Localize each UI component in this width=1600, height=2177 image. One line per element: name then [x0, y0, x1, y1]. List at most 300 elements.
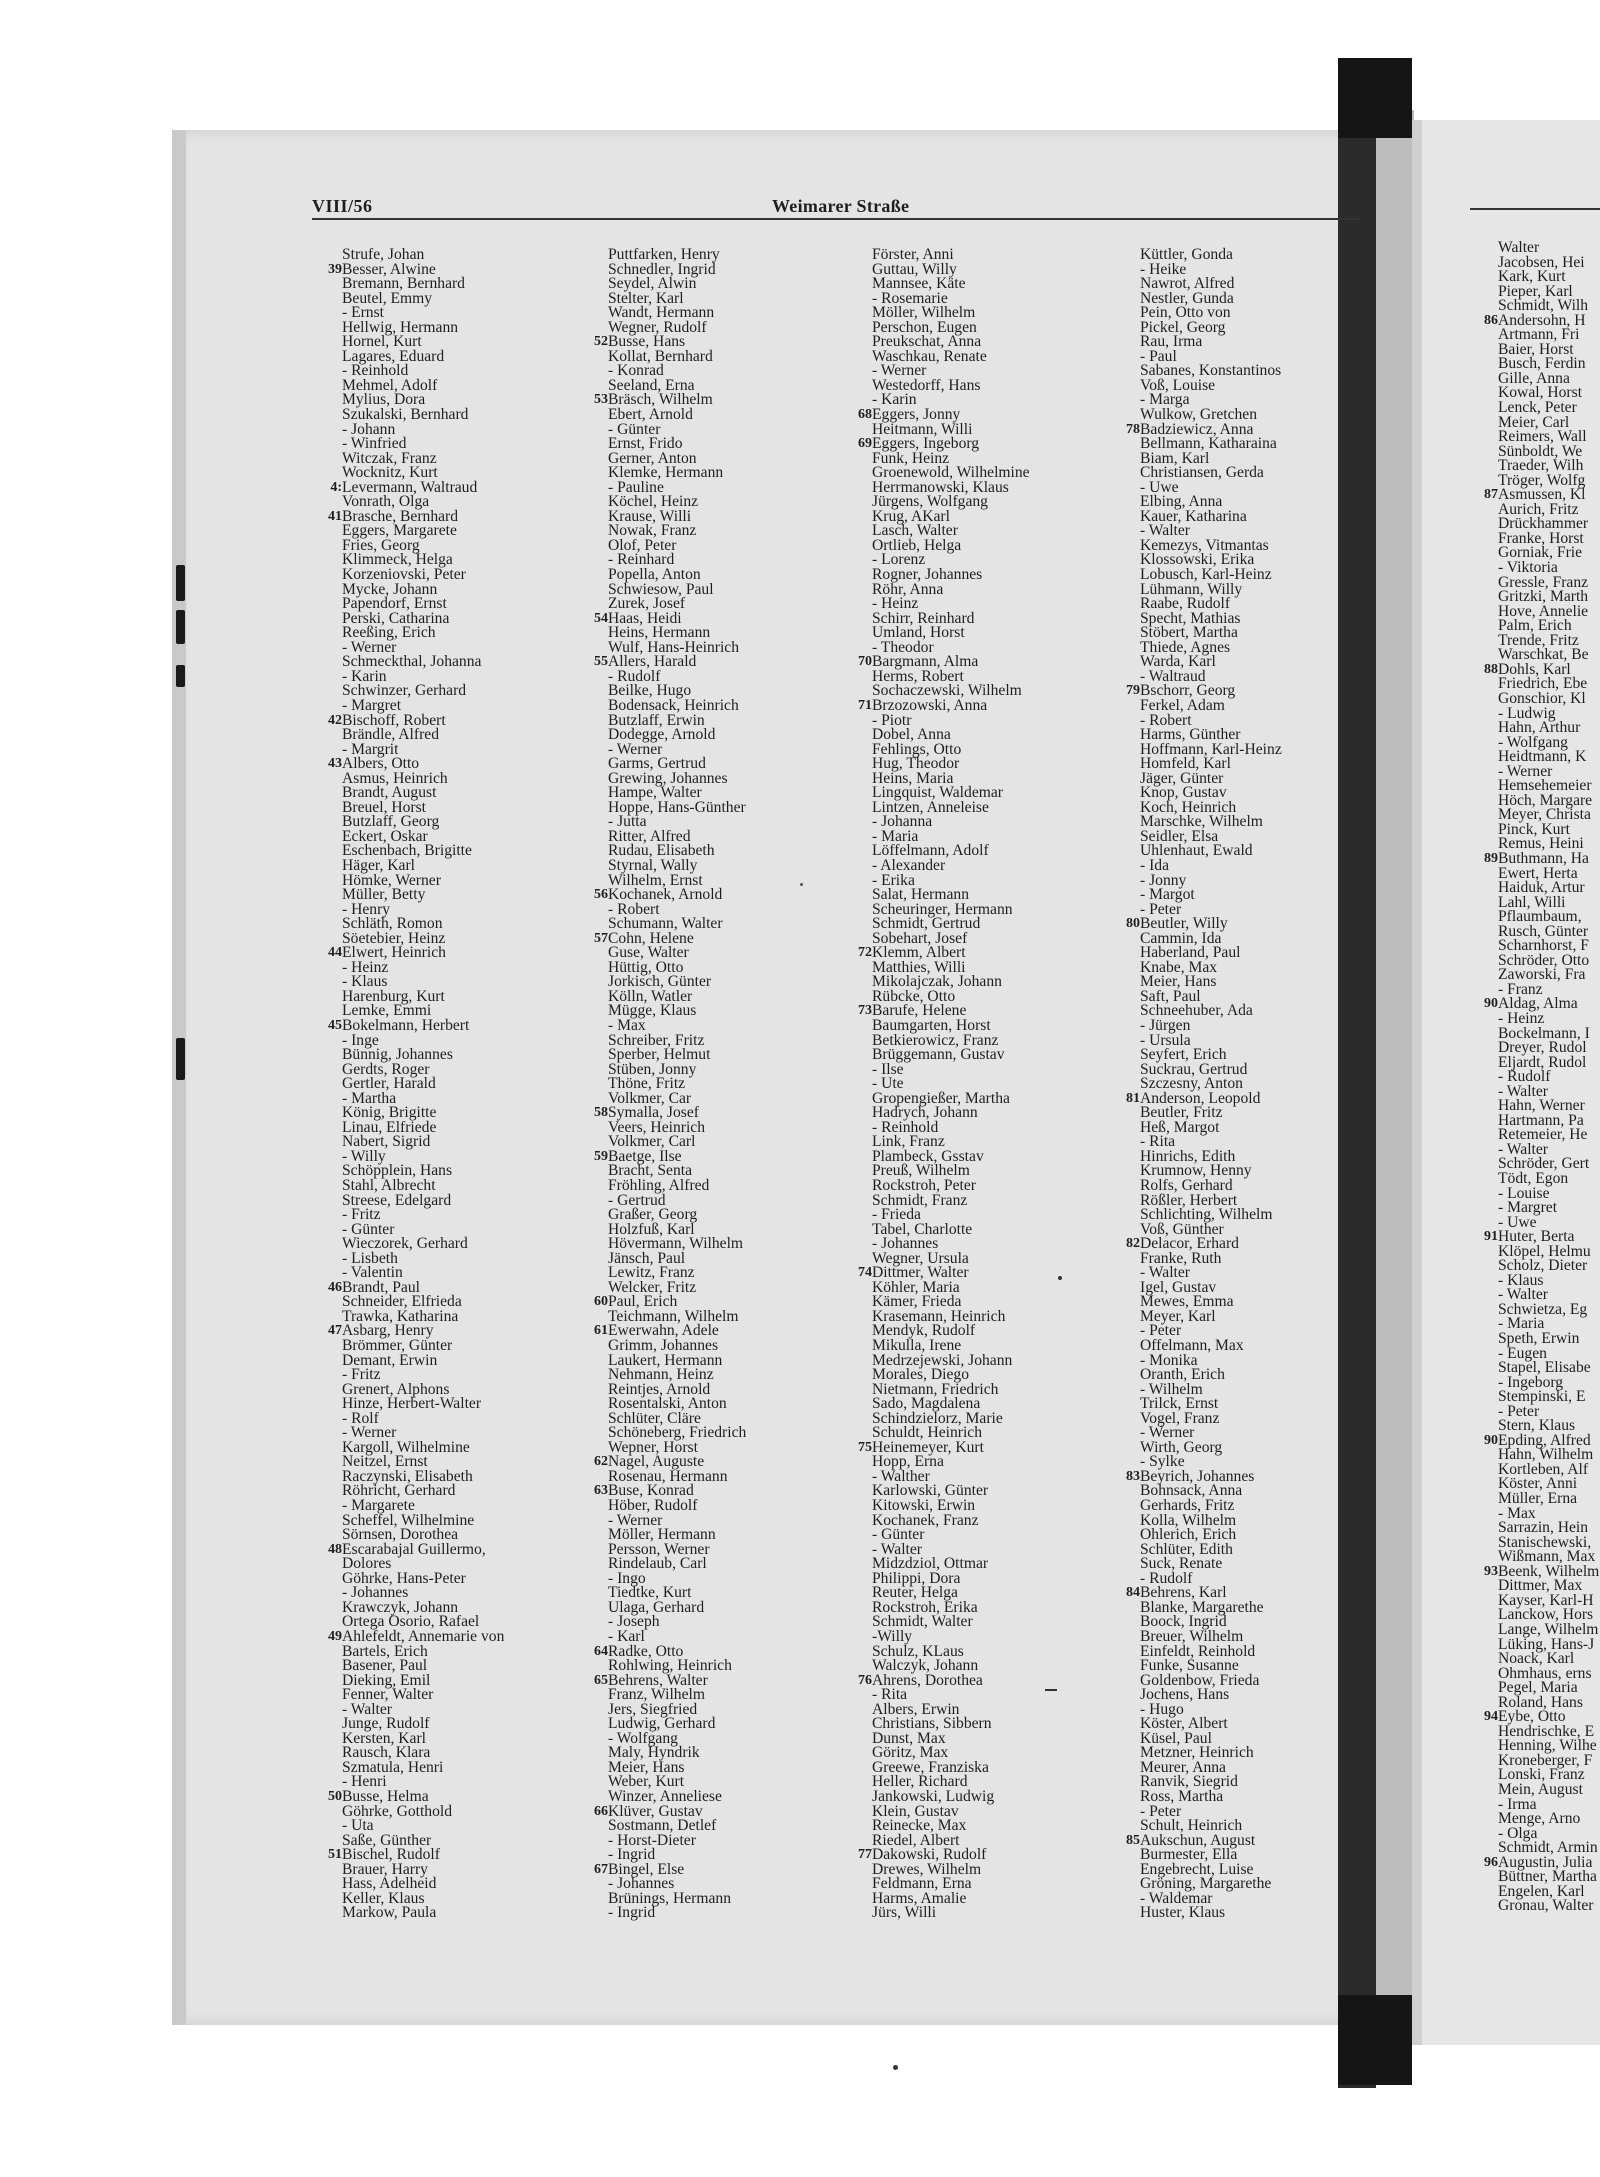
resident-name: Reinecke, Max: [872, 1817, 967, 1835]
resident-name: Levermann, Waltraud: [342, 478, 478, 496]
house-number: 59: [594, 1148, 608, 1164]
resident-name: Hadrych, Johann: [872, 1104, 978, 1122]
resident-name: - Peter: [1140, 1322, 1182, 1340]
resident-name: Dreyer, Rudol: [1498, 1039, 1587, 1057]
resident-name: Huster, Klaus: [1140, 1904, 1226, 1922]
resident-name: Reeßing, Erich: [342, 624, 436, 642]
resident-name: Busse, Helma: [342, 1787, 429, 1805]
resident-name: Teichmann, Wilhelm: [608, 1307, 739, 1325]
resident-name: Rübcke, Otto: [872, 987, 956, 1005]
resident-name: Suckrau, Gertrud: [1140, 1060, 1248, 1078]
resident-name: Beenk, Wilhelm: [1498, 1562, 1600, 1580]
margin-ink-mark: [176, 665, 185, 687]
resident-name: Kersten, Karl: [342, 1729, 426, 1747]
resident-name: - Fritz: [342, 1206, 381, 1224]
resident-name: Kauer, Katharina: [1140, 507, 1247, 525]
resident-name: Hahn, Arthur: [1498, 719, 1581, 737]
resident-name: - Waldemar: [1140, 1889, 1213, 1907]
resident-name: Stöbert, Martha: [1140, 624, 1238, 642]
resident-name: Sostmann, Detlef: [608, 1817, 717, 1835]
resident-name: - Robert: [1140, 711, 1192, 729]
resident-name: Asmus, Heinrich: [342, 769, 448, 787]
resident-name: Warschkat, Be: [1498, 646, 1589, 664]
resident-name: Bingel, Else: [608, 1860, 685, 1878]
resident-name: Beutel, Emmy: [342, 289, 433, 307]
resident-name: Pinck, Kurt: [1498, 820, 1570, 838]
resident-name: Schlüter, Cläre: [608, 1409, 701, 1427]
resident-name: Heß, Margot: [1140, 1118, 1220, 1136]
resident-name: Brandt, August: [342, 784, 437, 802]
house-number: 64: [594, 1643, 608, 1659]
resident-name: Dittmer, Max: [1498, 1577, 1583, 1595]
resident-name: Drewes, Wilhelm: [872, 1860, 982, 1878]
resident-name: Kochanek, Arnold: [608, 886, 723, 904]
resident-name: Groenewold, Wilhelmine: [872, 464, 1030, 482]
resident-name: Ebert, Arnold: [608, 406, 693, 424]
house-number: 41: [328, 508, 342, 524]
resident-name: Junge, Rudolf: [342, 1715, 430, 1733]
resident-name: - Walter: [872, 1540, 922, 1558]
resident-name: Rusch, Günter: [1498, 922, 1589, 940]
resident-name: Nestler, Gunda: [1140, 289, 1234, 307]
resident-name: Schreiber, Fritz: [608, 1031, 705, 1049]
resident-name: Kolla, Wilhelm: [1140, 1511, 1237, 1529]
resident-name: Zurek, Josef: [608, 595, 686, 613]
house-number: 85: [1126, 1832, 1140, 1848]
resident-name: - Uta: [342, 1817, 374, 1835]
resident-name: - Willy: [342, 1147, 386, 1165]
resident-name: Köhler, Maria: [872, 1278, 960, 1296]
resident-name: Heinemeyer, Kurt: [872, 1438, 984, 1456]
resident-name: - Konrad: [608, 362, 664, 380]
resident-name: Breuer, Wilhelm: [1140, 1627, 1244, 1645]
resident-name: Jürs, Willi: [872, 1904, 937, 1922]
resident-name: - Ingo: [608, 1569, 646, 1587]
house-number: 68: [858, 407, 872, 423]
resident-name: - Werner: [1140, 1424, 1195, 1442]
directory-column-3: [842, 248, 1114, 1921]
resident-name: Speth, Erwin: [1498, 1330, 1580, 1348]
resident-name: Metzner, Heinrich: [1140, 1744, 1254, 1762]
resident-name: Schmeckthal, Johanna: [342, 653, 482, 671]
resident-name: Rohlwing, Heinrich: [608, 1657, 732, 1675]
resident-name: Warda, Karl: [1140, 653, 1216, 671]
resident-name: Perschon, Eugen: [872, 318, 977, 336]
resident-name: Lagares, Eduard: [342, 347, 445, 365]
house-number: 90: [1484, 1432, 1498, 1448]
resident-name: - Rudolf: [608, 667, 661, 685]
resident-name: - Ludwig: [1498, 704, 1556, 722]
resident-name: Wulf, Hans-Heinrich: [608, 638, 740, 656]
directory-entry: [1110, 1906, 1382, 1921]
resident-name: Hampe, Walter: [608, 784, 702, 802]
resident-name: Nehmann, Heinz: [608, 1366, 714, 1384]
resident-name: Gerdts, Roger: [342, 1060, 430, 1078]
resident-name: Biam, Karl: [1140, 449, 1210, 467]
resident-name: Engebrecht, Luise: [1140, 1860, 1254, 1878]
resident-name: Bischoff, Robert: [342, 711, 446, 729]
resident-name: Wulkow, Gretchen: [1140, 406, 1258, 424]
resident-name: Strufe, Johan: [342, 246, 425, 263]
resident-name: - Werner: [608, 740, 663, 758]
resident-name: Schlüter, Edith: [1140, 1540, 1233, 1558]
house-number: 4:: [330, 479, 342, 495]
resident-name: Kroneberger, F: [1498, 1751, 1593, 1769]
resident-name: Roland, Hans: [1498, 1693, 1583, 1711]
resident-name: Elbing, Anna: [1140, 493, 1223, 511]
resident-name: Buthmann, Ha: [1498, 849, 1589, 867]
resident-name: Brasche, Bernhard: [342, 507, 459, 525]
resident-name: Häger, Karl: [342, 856, 415, 874]
resident-name: Dittmer, Walter: [872, 1264, 969, 1282]
resident-name: Baetge, Ilse: [608, 1147, 682, 1165]
resident-name: Gille, Anna: [1498, 369, 1570, 387]
resident-name: Herms, Robert: [872, 667, 964, 685]
house-number: 63: [594, 1483, 608, 1499]
resident-name: Möller, Hermann: [608, 1526, 716, 1544]
house-number: 44: [328, 945, 342, 961]
resident-name: Boock, Ingrid: [1140, 1613, 1227, 1631]
resident-name: Fehlings, Otto: [872, 740, 962, 758]
resident-name: Szmatula, Henri: [342, 1758, 444, 1776]
resident-name: Haiduk, Artur: [1498, 879, 1585, 897]
resident-name: Stempinski, E: [1498, 1388, 1586, 1406]
resident-name: Basener, Paul: [342, 1657, 428, 1675]
resident-name: Wegner, Ursula: [872, 1249, 969, 1267]
resident-name: Busch, Ferdin: [1498, 355, 1586, 373]
resident-name: - Maria: [1498, 1315, 1545, 1333]
resident-name: - Margarete: [342, 1497, 415, 1515]
resident-name: Wilhelm, Ernst: [608, 871, 703, 889]
house-number: 93: [1484, 1563, 1498, 1579]
resident-name: - Inge: [342, 1031, 379, 1049]
resident-name: Sobehart, Josef: [872, 929, 968, 947]
resident-name: Artmann, Fri: [1498, 326, 1580, 344]
resident-name: Waschkau, Renate: [872, 347, 987, 365]
resident-name: Keller, Klaus: [342, 1889, 425, 1907]
margin-ink-mark: [176, 610, 185, 644]
resident-name: Möller, Wilhelm: [872, 304, 976, 322]
house-number: 72: [858, 945, 872, 961]
resident-name: Rau, Irma: [1140, 333, 1203, 351]
house-number: 43: [328, 756, 342, 772]
resident-name: Hornel, Kurt: [342, 333, 422, 351]
resident-name: - Monika: [1140, 1351, 1198, 1369]
resident-name: Röhr, Anna: [872, 580, 944, 598]
directory-entry: [312, 1906, 584, 1921]
resident-name: Schneehuber, Ada: [1140, 1002, 1253, 1020]
resident-name: Mehmel, Adolf: [342, 376, 438, 394]
resident-name: Klimmeck, Helga: [342, 551, 453, 569]
resident-name: Bschorr, Georg: [1140, 682, 1236, 700]
resident-name: Mein, August: [1498, 1780, 1583, 1798]
resident-name: Herrmanowski, Klaus: [872, 478, 1009, 496]
resident-name: Bargmann, Alma: [872, 653, 979, 671]
resident-name: - Wolfgang: [608, 1729, 678, 1747]
resident-name: Albers, Erwin: [872, 1700, 960, 1718]
resident-name: Dohls, Karl: [1498, 660, 1571, 678]
resident-name: Hellwig, Hermann: [342, 318, 459, 336]
resident-name: - Jürgen: [1140, 1016, 1191, 1034]
directory-column-2: [578, 248, 850, 1921]
resident-name: - Eugen: [1498, 1344, 1547, 1362]
resident-name: - Sylke: [1140, 1453, 1185, 1471]
resident-name: Goldenbow, Frieda: [1140, 1671, 1260, 1689]
resident-name: Beutler, Fritz: [1140, 1104, 1223, 1122]
resident-name: - Pauline: [608, 478, 664, 496]
resident-name: - Ingeborg: [1498, 1373, 1564, 1391]
resident-name: Aldag, Alma: [1498, 995, 1578, 1013]
resident-name: Meyer, Karl: [1140, 1307, 1216, 1325]
resident-name: Schnedler, Ingrid: [608, 260, 716, 278]
resident-name: Schläth, Romon: [342, 915, 443, 933]
resident-name: Bockelmann, I: [1498, 1024, 1590, 1042]
resident-name: Zaworski, Fra: [1498, 966, 1586, 984]
resident-name: Aurich, Fritz: [1498, 500, 1579, 518]
resident-name: Rosenau, Hermann: [608, 1467, 728, 1485]
resident-name: - Viktoria: [1498, 559, 1558, 577]
resident-name: Fries, Georg: [342, 536, 420, 554]
house-number: 57: [594, 930, 608, 946]
house-number: 83: [1126, 1468, 1140, 1484]
resident-name: Reuter, Helga: [872, 1584, 958, 1602]
resident-name: - Reinhold: [342, 362, 409, 380]
resident-name: Nietmann, Friedrich: [872, 1380, 999, 1398]
resident-name: Jacobsen, Hei: [1498, 253, 1585, 271]
resident-name: Maly, Hyndrik: [608, 1744, 700, 1762]
resident-name: Augustin, Julia: [1498, 1853, 1593, 1871]
resident-name: Schöneberg, Friedrich: [608, 1424, 747, 1442]
resident-name: Nabert, Sigrid: [342, 1133, 431, 1151]
house-number: 82: [1126, 1236, 1140, 1252]
resident-name: Mewes, Emma: [1140, 1293, 1234, 1311]
resident-name: Küttler, Gonda: [1140, 246, 1233, 263]
resident-name: - Theodor: [872, 638, 934, 656]
resident-name: - Ursula: [1140, 1031, 1191, 1049]
resident-name: Lobusch, Karl-Heinz: [1140, 566, 1272, 584]
resident-name: Schöpplein, Hans: [342, 1162, 453, 1180]
resident-name: Lanckow, Hors: [1498, 1606, 1594, 1624]
resident-name: - Horst-Dieter: [608, 1831, 696, 1849]
resident-name: Dakowski, Rudolf: [872, 1846, 987, 1864]
resident-name: Bremann, Bernhard: [342, 275, 465, 293]
resident-name: Schneider, Elfrieda: [342, 1293, 462, 1311]
house-number: 52: [594, 334, 608, 350]
resident-name: Tiedtke, Kurt: [608, 1584, 692, 1602]
house-number: 65: [594, 1672, 608, 1688]
ink-dash: [1045, 1689, 1057, 1691]
resident-name: Stahl, Albrecht: [342, 1177, 436, 1194]
resident-name: Mannsee, Käte: [872, 275, 966, 293]
resident-name: Brändle, Alfred: [342, 726, 439, 744]
resident-name: Blanke, Margarethe: [1140, 1598, 1264, 1616]
resident-name: - Johann: [342, 420, 396, 438]
resident-name: Oranth, Erich: [1140, 1366, 1225, 1384]
resident-name: Ludwig, Gerhard: [608, 1715, 716, 1733]
resident-name: Jorkisch, Günter: [608, 973, 712, 991]
resident-name: Behrens, Karl: [1140, 1584, 1227, 1602]
resident-name: Ortlieb, Helga: [872, 536, 962, 554]
resident-name: Schmidt, Armin: [1498, 1839, 1598, 1857]
resident-name: - Uwe: [1140, 478, 1179, 496]
resident-name: Preuß, Wilhelm: [872, 1162, 970, 1180]
resident-name: Stüben, Jonny: [608, 1060, 697, 1078]
resident-name: Seidler, Elsa: [1140, 827, 1219, 845]
resident-name: - Margot: [1140, 886, 1195, 904]
resident-name: Köster, Albert: [1140, 1715, 1228, 1733]
resident-name: Walczyk, Johann: [872, 1657, 979, 1675]
resident-name: -Willy: [872, 1627, 913, 1645]
resident-name: Pein, Otto von: [1140, 304, 1231, 322]
resident-name: Brandt, Paul: [342, 1278, 420, 1296]
resident-name: Krumnow, Henny: [1140, 1162, 1252, 1180]
resident-name: - Wilhelm: [1140, 1380, 1203, 1398]
resident-name: Bischel, Rudolf: [342, 1846, 440, 1864]
resident-name: Klöpel, Helmu: [1498, 1242, 1591, 1260]
resident-name: Szczesny, Anton: [1140, 1075, 1243, 1093]
resident-name: Lasch, Walter: [872, 522, 958, 540]
resident-name: Eckert, Oskar: [342, 827, 428, 845]
resident-name: Hoffmann, Karl-Heinz: [1140, 740, 1282, 758]
resident-name: Heins, Hermann: [608, 624, 711, 642]
ink-speck: [1058, 1276, 1062, 1280]
resident-name: Grenert, Alphons: [342, 1380, 450, 1398]
resident-name: Beyrich, Johannes: [1140, 1467, 1255, 1485]
resident-name: Igel, Gustav: [1140, 1278, 1217, 1296]
resident-name: Dieking, Emil: [342, 1671, 431, 1689]
resident-name: Rosentalski, Anton: [608, 1395, 727, 1413]
resident-name: Tabel, Charlotte: [872, 1220, 973, 1238]
resident-name: Pflaumbaum,: [1498, 908, 1582, 926]
house-number: 87: [1484, 487, 1498, 503]
resident-name: Besser, Alwine: [342, 260, 436, 278]
resident-name: Lenck, Peter: [1498, 399, 1577, 417]
resident-name: Riedel, Albert: [872, 1831, 960, 1849]
house-number: 71: [858, 697, 872, 713]
resident-name: Göhrke, Hans-Peter: [342, 1569, 466, 1587]
house-number: 45: [328, 1017, 342, 1033]
resident-name: Rockstroh, Erika: [872, 1598, 978, 1616]
resident-name: Harms, Günther: [1140, 726, 1241, 744]
resident-name: Mendyk, Rudolf: [872, 1322, 976, 1340]
resident-name: - Max: [1498, 1504, 1536, 1522]
resident-name: Gonschior, Kl: [1498, 689, 1586, 707]
resident-name: Philippi, Dora: [872, 1569, 961, 1587]
house-number: 73: [858, 1003, 872, 1019]
resident-name: Holzfuß, Karl: [608, 1220, 695, 1238]
resident-name: Schlichting, Wilhelm: [1140, 1206, 1273, 1224]
resident-name: - Heike: [1140, 260, 1187, 278]
resident-name: Specht, Mathias: [1140, 609, 1241, 627]
resident-name: Grimm, Johannes: [608, 1337, 719, 1355]
house-number: 51: [328, 1847, 342, 1863]
resident-name: Hove, Annelie: [1498, 602, 1589, 620]
resident-name: Fröhling, Alfred: [608, 1177, 710, 1194]
page-header: [312, 196, 1360, 220]
resident-name: König, Brigitte: [342, 1104, 437, 1122]
resident-name: Christians, Sibbern: [872, 1715, 992, 1733]
resident-name: Stelter, Karl: [608, 289, 684, 307]
directory-entry: [578, 1906, 850, 1921]
resident-name: Bellmann, Katharaina: [1140, 435, 1277, 453]
resident-name: Wißmann, Max: [1498, 1548, 1596, 1566]
resident-name: - Ida: [1140, 856, 1170, 874]
resident-name: Dolores: [342, 1555, 392, 1573]
resident-name: - Walther: [872, 1467, 930, 1485]
resident-name: Eljardt, Rudol: [1498, 1053, 1587, 1071]
resident-name: Beilke, Hugo: [608, 682, 692, 700]
resident-name: Eschenbach, Brigitte: [342, 842, 472, 860]
resident-name: Kölln, Watler: [608, 987, 693, 1005]
resident-name: Barufe, Helene: [872, 1002, 967, 1020]
resident-name: Symalla, Josef: [608, 1104, 699, 1122]
resident-name: Ewerwahn, Adele: [608, 1322, 719, 1340]
resident-name: Klemke, Hermann: [608, 464, 724, 482]
resident-name: Jänsch, Paul: [608, 1249, 686, 1267]
resident-name: Schwinzer, Gerhard: [342, 682, 467, 700]
resident-name: - Rudolf: [1498, 1068, 1551, 1086]
resident-name: - Hugo: [1140, 1700, 1184, 1718]
resident-name: Wegner, Rudolf: [608, 318, 707, 336]
resident-name: Knabe, Max: [1140, 958, 1218, 976]
resident-name: Krasemann, Heinrich: [872, 1307, 1006, 1325]
resident-name: Cohn, Helene: [608, 929, 694, 947]
resident-name: Kargoll, Wilhelmine: [342, 1438, 470, 1456]
resident-name: Henning, Wilhe: [1498, 1737, 1597, 1755]
resident-name: Papendorf, Ernst: [342, 595, 447, 613]
resident-name: - Robert: [608, 900, 660, 918]
resident-name: Lahl, Willi: [1498, 893, 1566, 911]
resident-name: - Karl: [608, 1627, 645, 1645]
resident-name: - Joseph: [608, 1613, 660, 1631]
resident-name: Trilck, Ernst: [1140, 1395, 1219, 1413]
house-number: 55: [594, 654, 608, 670]
resident-name: Plambeck, Gsstav: [872, 1147, 984, 1165]
page-number: VIII/56: [312, 196, 373, 216]
resident-name: Wieczorek, Gerhard: [342, 1235, 468, 1253]
resident-name: Harenburg, Kurt: [342, 987, 445, 1005]
house-number: 88: [1484, 661, 1498, 677]
resident-name: Seyfert, Erich: [1140, 1046, 1227, 1064]
resident-name: Perski, Catharina: [342, 609, 450, 627]
resident-name: Brünings, Hermann: [608, 1889, 731, 1907]
resident-name: Guse, Walter: [608, 944, 689, 962]
resident-name: Hinrichs, Edith: [1140, 1147, 1236, 1165]
resident-name: Schmidt, Gertrud: [872, 915, 981, 933]
resident-name: Ohlerich, Erich: [1140, 1526, 1237, 1544]
resident-name: - Lorenz: [872, 551, 926, 569]
resident-name: Raabe, Rudolf: [1140, 595, 1231, 613]
resident-name: Walter: [1498, 239, 1540, 256]
resident-name: Tröger, Wolfg: [1498, 471, 1586, 489]
resident-name: Baumgarten, Horst: [872, 1016, 991, 1034]
house-number: 74: [858, 1265, 872, 1281]
resident-name: Schulz, KLaus: [872, 1642, 964, 1660]
resident-name: Haas, Heidi: [608, 609, 682, 627]
resident-name: Midzdziol, Ottmar: [872, 1555, 989, 1573]
resident-name: Lingquist, Waldemar: [872, 784, 1003, 802]
resident-name: Medrzejewski, Johann: [872, 1351, 1013, 1369]
resident-name: Rausch, Klara: [342, 1744, 431, 1762]
house-number: 76: [858, 1672, 872, 1688]
resident-name: Elwert, Heinrich: [342, 944, 446, 962]
resident-name: Bodensack, Heinrich: [608, 696, 739, 714]
resident-name: Ferkel, Adam: [1140, 696, 1225, 714]
resident-name: Puttfarken, Henry: [608, 246, 720, 263]
resident-name: Burmester, Ella: [1140, 1846, 1238, 1864]
resident-name: - Lisbeth: [342, 1249, 398, 1267]
resident-name: Heins, Maria: [872, 769, 954, 787]
